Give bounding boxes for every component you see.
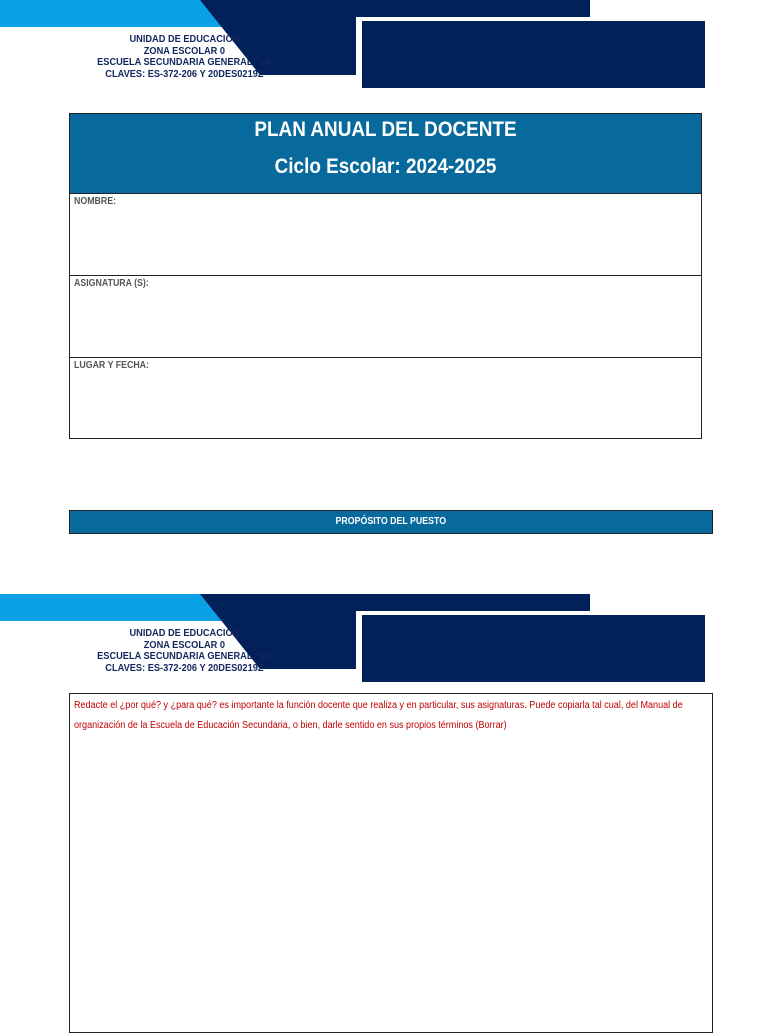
field-lugar-fecha-label: LUGAR Y FECHA: bbox=[74, 360, 149, 371]
school-header-text-page-2 bbox=[70, 628, 299, 674]
plan-title: PLAN ANUAL DEL DOCENTE bbox=[254, 118, 517, 141]
purpose-heading bbox=[69, 510, 713, 534]
header-line-4: CLAVES: ES-372-206 Y 20DES0219Z bbox=[105, 661, 264, 674]
light-blue-stripe bbox=[0, 0, 228, 27]
field-asignatura-label: ASIGNATURA (S): bbox=[74, 278, 149, 289]
plan-cycle: Ciclo Escolar: 2024-2025 bbox=[274, 155, 497, 178]
plan-header bbox=[70, 114, 701, 194]
light-blue-stripe bbox=[0, 594, 228, 621]
header-line-4: CLAVES: ES-372-206 Y 20DES0219Z bbox=[105, 67, 264, 80]
navy-box bbox=[362, 21, 705, 88]
field-nombre[interactable] bbox=[70, 194, 701, 276]
field-nombre-label: NOMBRE: bbox=[74, 196, 117, 207]
field-asignatura[interactable] bbox=[70, 276, 701, 358]
purpose-heading-label: PROPÓSITO DEL PUESTO bbox=[335, 516, 447, 527]
header-line-1: UNIDAD DE EDUCACIÓN bbox=[129, 33, 240, 45]
header-banner-page-2 bbox=[0, 594, 768, 694]
header-line-2: ZONA ESCOLAR 0 bbox=[143, 44, 226, 57]
field-lugar-fecha[interactable] bbox=[70, 358, 701, 440]
navy-box bbox=[362, 615, 705, 682]
header-banner bbox=[0, 0, 768, 100]
school-header-text bbox=[70, 34, 299, 80]
header-line-2: ZONA ESCOLAR 0 bbox=[143, 638, 226, 651]
purpose-instruction: Redacte el ¿por qué? y ¿para qué? es importante la función docente que realiza y en particular, sus asignaturas. Puede copiarla tal cual, del Manual de organización de la Escuela de Educación Secundaria, o bien, darle sentido en sus propios términos (Borrar) bbox=[74, 700, 683, 731]
plan-box bbox=[69, 113, 702, 439]
purpose-text-area[interactable] bbox=[69, 693, 713, 1033]
header-line-3: ESCUELA SECUNDARIA GENERAL “VA bbox=[97, 56, 272, 68]
header-line-1: UNIDAD DE EDUCACIÓN bbox=[129, 627, 240, 639]
header-line-3: ESCUELA SECUNDARIA GENERAL “VA bbox=[97, 650, 272, 662]
